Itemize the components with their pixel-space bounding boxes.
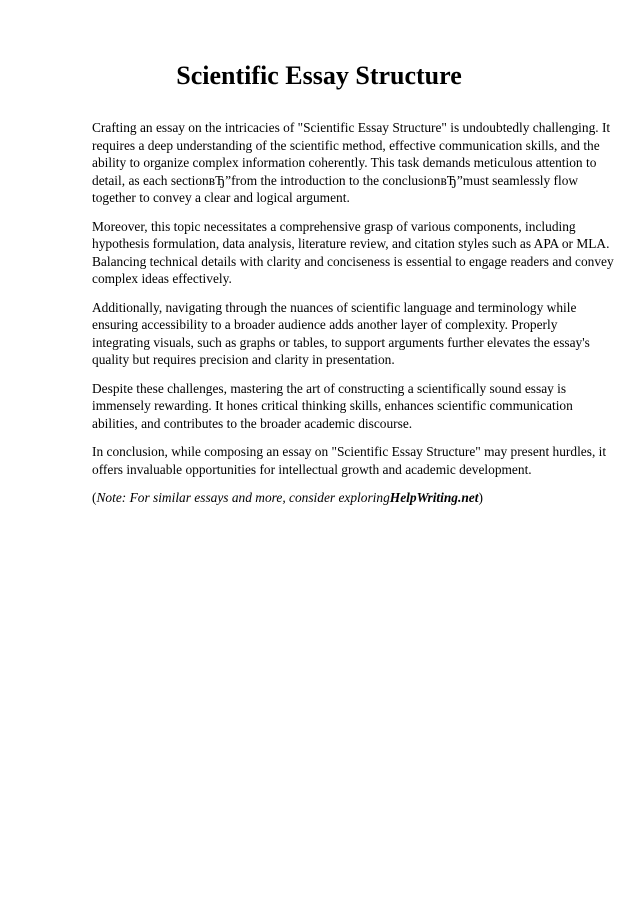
essay-body — [92, 119, 614, 507]
paragraph-1 — [92, 119, 611, 207]
paragraph-2 — [92, 218, 614, 288]
text-line: quality but requires precision and clarity in presentation. — [92, 352, 395, 367]
text-line: Balancing technical details with clarity and conciseness is essential to engage readers and convey — [92, 253, 614, 269]
promo-note — [92, 489, 592, 507]
text-line: complex ideas effectively. — [92, 271, 232, 286]
text-line: Additionally, navigating through the nuances of scientific language and terminology while — [92, 299, 577, 315]
text-line: offers invaluable opportunities for intellectual growth and academic development. — [92, 461, 532, 477]
text-line: abilities, and contributes to the broader academic discourse. — [92, 415, 413, 431]
text-line: Despite these challenges, mastering the art of constructing a scientifically sound essay is — [92, 380, 567, 396]
text-line: requires a deep understanding of the scientific method, effective communication skills, and the — [92, 137, 600, 153]
text-line: Crafting an essay on the intricacies of "Scientific Essay Structure" is undoubtedly challenging. It — [92, 120, 611, 135]
note-open-paren: ( — [92, 490, 97, 505]
text-line: ensuring accessibility to a broader audience adds another layer of complexity. Properly — [92, 317, 558, 332]
paragraph-5 — [92, 443, 607, 478]
text-line: ability to organize complex information coherently. This task demands meticulous attention to — [92, 155, 597, 170]
text-line: In conclusion, while composing an essay on "Scientific Essay Structure" may present hurdles, it — [92, 444, 607, 459]
paragraph-4 — [92, 380, 592, 433]
helpwriting-link[interactable]: HelpWriting.net — [389, 490, 479, 505]
page-title: Scientific Essay Structure — [176, 61, 462, 90]
text-line: hypothesis formulation, data analysis, literature review, and citation styles such as APA or MLA. — [92, 236, 610, 251]
text-line: together to convey a clear and logical argument. — [92, 190, 350, 205]
text-line: integrating visuals, such as graphs or tables, to support arguments further elevates the essay's — [92, 334, 590, 350]
text-line: detail, as each sectionвЂ”from the introduction to the conclusionвЂ”must seamlessly flow — [92, 172, 579, 188]
note-text: Note: For similar essays and more, consider exploring — [96, 490, 390, 505]
paragraph-3 — [92, 299, 592, 369]
text-line: Moreover, this topic necessitates a comprehensive grasp of various components, including — [92, 218, 576, 234]
note-close-paren: ) — [478, 490, 483, 505]
text-line: immensely rewarding. It hones critical thinking skills, enhances scientific communication — [92, 398, 573, 413]
